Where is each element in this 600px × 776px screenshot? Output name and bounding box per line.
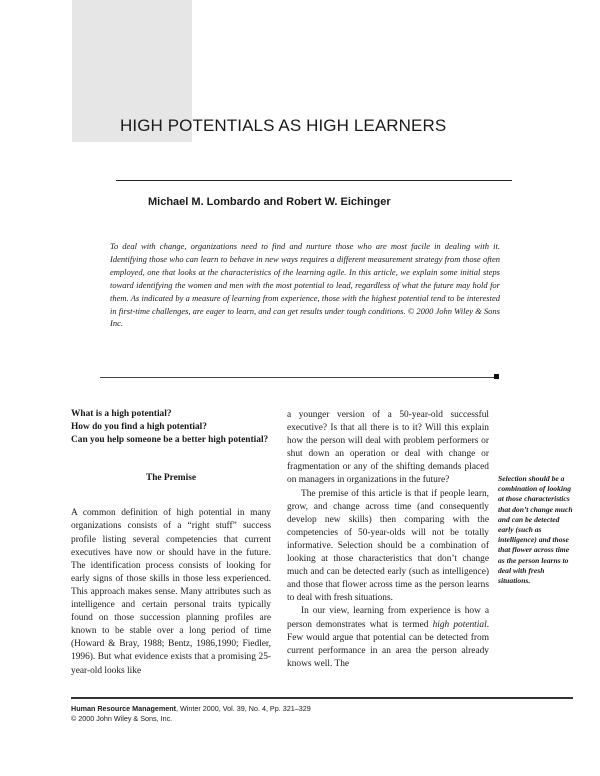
question-2: How do you find a high potential? xyxy=(71,422,207,433)
body-column-left xyxy=(71,408,271,678)
body-paragraph: The premise of this article is that if people learn, grow, and change across time (and consequently develop new skills) then comparing with the competencies of 50-year-olds will not be totally informative. Selection should be a combination of looking at those characteristics that don’t change much and can be detected early (such as intelligence) and those that flower across time as the person learns to deal with fresh situations. xyxy=(287,488,489,604)
question-1: What is a high potential? xyxy=(71,409,172,419)
intro-questions xyxy=(71,408,271,447)
paragraph-text: In our view, learning from experience is how a person demonstrates what is termed xyxy=(287,606,489,630)
section-heading: The Premise xyxy=(145,473,197,484)
title-divider xyxy=(116,180,512,181)
article-abstract: To deal with change, organizations need to find and nurture those who are most facile in dealing with it. Identifying those who can learn to behave in new ways requires a different measurement strategy from those often employed, one that looks at the characteristics of the learning agile. In this article, we explain some initial steps toward identifying the women and men with the most potential to lead, regardless of what the future may hold for them. As indicated by a measure of learning from experience, those with the highest potential tend to be interested in first-time challenges, are eager to learn, and can get results under tough conditions. © 2000 John Wiley & Sons Inc. xyxy=(110,241,500,329)
emphasized-term: high potential xyxy=(432,619,487,630)
pull-quote: Selection should be a combination of looking at those characteristics that don’t change much and can be detected early (such as intelligence) and those that flower across time as the person learns to deal with fresh situations. xyxy=(498,474,573,586)
citation-details: , Winter 2000, Vol. 39, No. 4, Pp. 321–329 xyxy=(176,704,311,713)
page-footer xyxy=(71,704,311,724)
journal-citation xyxy=(71,704,311,714)
article-title: HIGH POTENTIALS AS HIGH LEARNERS xyxy=(120,116,447,135)
journal-name: Human Resource Management xyxy=(71,704,177,713)
body-paragraph: a younger version of a 50-year-old successful executive? Is that all there is to it? Will this explain how the person will deal with problem performers or shut down an operation or deal with change or fragmentation or any of the shifting demands placed on managers in organizations in the future? xyxy=(287,410,489,486)
body-paragraph xyxy=(287,605,489,670)
abstract-divider xyxy=(100,377,495,378)
article-authors: Michael M. Lombardo and Robert W. Eichinger xyxy=(148,196,391,208)
footer-divider xyxy=(71,697,573,699)
body-paragraph: A common definition of high potential in many organizations consists of a “right stuff” success profile listing several competencies that current executives have now or should have in the future. The identification process consists of looking for early signs of those skills in those less experienced. This approach makes sense. Many attributes such as intelligence and certain personal traits typically found on those succession planning profiles are known to be stable over a long period of time (Howard & Bray, 1988; Bentz, 1986,1990; Fiedler, 1996). But what evidence exists that a promising 25-year-old looks like xyxy=(71,508,271,676)
divider-end-mark xyxy=(494,374,499,379)
paragraph-text: . Few would argue that potential can be detected from current performance in an area the person already knows well. The xyxy=(287,619,490,669)
copyright-line: © 2000 John Wiley & Sons, Inc. xyxy=(71,714,173,723)
body-column-right xyxy=(287,409,489,671)
question-3: Can you help someone be a better high potential? xyxy=(71,435,269,446)
